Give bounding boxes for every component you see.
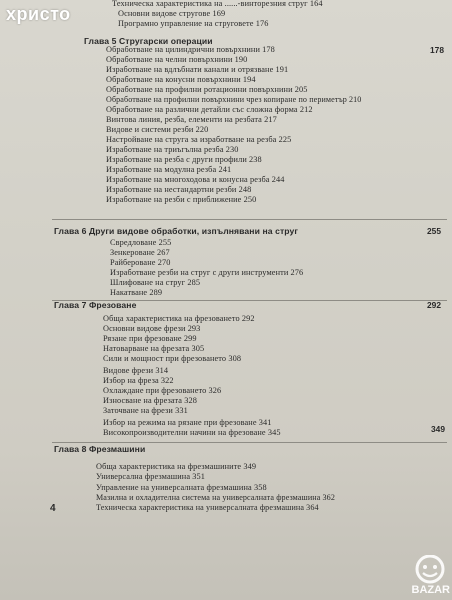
chapter-page: 349 — [431, 424, 445, 434]
chapter-title: Глава 7 Фрезоване — [54, 300, 137, 310]
toc-entry: Изработване резби на струг с други инструменти 276 — [110, 268, 304, 277]
toc-entry: Обща характеристика на фрезмашините 349 — [96, 462, 257, 471]
toc-entry: Сили и мощност при фрезоването 308 — [103, 354, 242, 363]
toc-entry: Натоварване на фрезата 305 — [103, 344, 205, 353]
toc-entry: Шлифоване на струг 285 — [110, 278, 201, 287]
toc-entry: Обработване на челни повърхнини 190 — [106, 55, 248, 64]
toc-entry: Техническа характеристика на универсалната фрезмашина 364 — [96, 503, 319, 512]
toc-entry: Изработване на вдлъбнати канали и отрязване 191 — [106, 65, 289, 74]
toc-entry: Райбероване 270 — [110, 258, 171, 267]
toc-entry: Накатване 289 — [110, 288, 163, 297]
chapter-title: Глава 5 Стругарски операции — [84, 36, 213, 46]
watermark-logo: христо — [6, 4, 71, 24]
bazar-badge-icon — [396, 555, 452, 595]
divider — [52, 219, 447, 220]
divider — [52, 442, 447, 443]
toc-entry: Основни видове фрези 293 — [103, 324, 201, 333]
toc-entry: Изработване на многоходова и конусна резба 244 — [106, 175, 285, 184]
toc-entry: Износване на фрезата 328 — [103, 396, 198, 405]
toc-entry: Рязане при фрезоване 299 — [103, 334, 197, 343]
toc-entry: Изработване на модулна резба 241 — [106, 165, 232, 174]
bazar-badge-label: BAZAR — [411, 584, 450, 595]
toc-entry: Основни видове стругове 169 — [118, 9, 226, 18]
toc-entry: Избор на режима на рязане при фрезоване 341 — [103, 418, 272, 427]
toc-entry: Охлаждане при фрезоването 326 — [103, 386, 222, 395]
chapter-title: Глава 8 Фрезмашини — [54, 444, 146, 454]
toc-entry: Обработване на цилиндрични повърхнини 178 — [106, 45, 275, 54]
toc-entry: Изработване на резба с други профили 238 — [106, 155, 262, 164]
toc-entry: Изработване на нестандартни резби 248 — [106, 185, 252, 194]
toc-entry: Универсална фрезмашина 351 — [96, 472, 206, 481]
page-number: 4 — [50, 503, 56, 514]
toc-entry: Видове и системи резби 220 — [106, 125, 209, 134]
toc-entry: Управление на универсалната фрезмашина 358 — [96, 483, 267, 492]
toc-entry: Видове фрези 314 — [103, 366, 169, 375]
toc-entry: Обработване на конусни повърхнини 194 — [106, 75, 256, 84]
toc-entry: Програмно управление на струговете 176 — [118, 19, 269, 28]
toc-entry: Обработване на различни детайли със сложна форма 212 — [106, 105, 313, 114]
toc-entry: Зенкероване 267 — [110, 248, 170, 257]
toc-entry: Високопроизводителни начини на фрезоване 345 — [103, 428, 281, 437]
toc-entry: Обработване на профилни ротационни повърхнини 205 — [106, 85, 308, 94]
toc-entry: Свредловане 255 — [110, 238, 172, 247]
toc-entry: Обща характеристика на фрезоването 292 — [103, 314, 255, 323]
toc-entry: Винтова линия, резба, елементи на резбата 217 — [106, 115, 277, 124]
chapter-page: 178 — [430, 45, 444, 55]
chapter-title: Глава 6 Други видове обработки, изпълнявани на струг — [54, 226, 299, 236]
chapter-page: 255 — [427, 226, 441, 236]
toc-entry: Техническа характеристика на ......-винторезния струг 164 — [112, 0, 323, 8]
chapter-page: 292 — [427, 300, 441, 310]
toc-entry: Изработване на триъгълна резба 230 — [106, 145, 239, 154]
toc-entry: Обработване на профилни повърхнини чрез копиране по периметър 210 — [106, 95, 362, 104]
toc-entry: Избор на фреза 322 — [103, 376, 174, 385]
toc-entry: Изработване на резби с приближение 250 — [106, 195, 257, 204]
toc-entry: Заточване на фрези 331 — [103, 406, 188, 415]
toc-entry: Мазилна и охладителна система на универсалната фрезмашина 362 — [96, 493, 335, 502]
toc-entry: Настройване на струга за изработване на резба 225 — [106, 135, 292, 144]
